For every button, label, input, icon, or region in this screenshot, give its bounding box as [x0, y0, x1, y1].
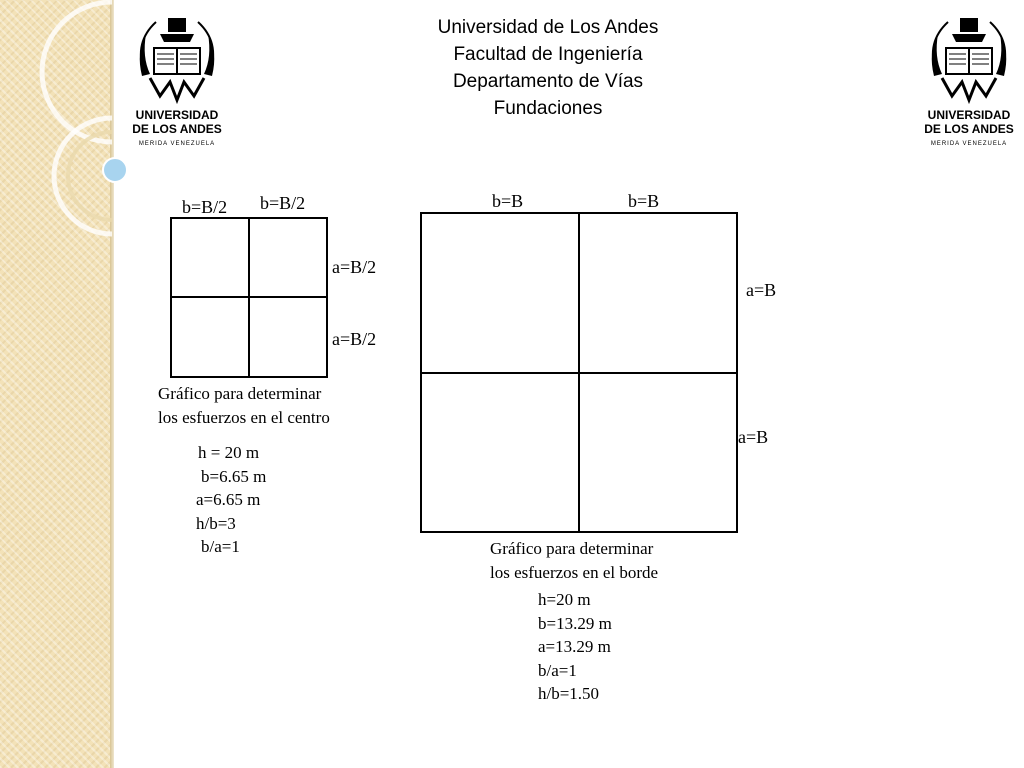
- edge-grid: [420, 212, 738, 533]
- edge-params: [538, 588, 612, 706]
- center-grid: [170, 217, 328, 378]
- center-param-b: b=6.65 m: [201, 466, 267, 486]
- edge-param-hb: h/b=1.50: [538, 684, 600, 703]
- center-side-label-bottom: a=B/2: [332, 329, 377, 349]
- edge-top-label-left: b=B: [492, 191, 524, 211]
- header-university: Universidad de Los Andes: [437, 17, 659, 38]
- center-param-hb: h/b=3: [196, 513, 236, 533]
- edge-top-label-right: b=B: [628, 191, 660, 211]
- university-logo-right: [922, 12, 1016, 150]
- edge-caption: [490, 537, 658, 584]
- center-params: [196, 441, 266, 559]
- center-top-label-left: b=B/2: [182, 197, 228, 217]
- edge-caption-line1: Gráfico para determinar: [490, 539, 654, 558]
- edge-param-h: h=20 m: [538, 590, 591, 609]
- decorative-rings: [0, 0, 140, 260]
- logo-name-line2: DE LOS ANDES: [132, 122, 222, 136]
- edge-side-label-bottom: a=B: [738, 427, 769, 447]
- logo-name-line2: DE LOS ANDES: [924, 122, 1014, 136]
- edge-side-label-top: a=B: [746, 280, 777, 300]
- slide-header: [348, 14, 748, 122]
- center-side-label-top: a=B/2: [332, 257, 377, 277]
- edge-param-b: b=13.29 m: [538, 613, 612, 633]
- header-department: Departamento de Vías: [452, 71, 644, 92]
- accent-dot: [103, 158, 127, 182]
- logo-name-line1: UNIVERSIDAD: [135, 108, 219, 122]
- center-param-h: h = 20 m: [198, 443, 260, 462]
- logo-city: MERIDA VENEZUELA: [930, 141, 1008, 147]
- edge-caption-line2: los esfuerzos en el borde: [490, 562, 659, 582]
- center-param-ba: b/a=1: [201, 537, 240, 556]
- header-course: Fundaciones: [493, 98, 603, 119]
- logo-name-line1: UNIVERSIDAD: [927, 108, 1011, 122]
- header-faculty: Facultad de Ingeniería: [453, 44, 643, 65]
- logo-city: MERIDA VENEZUELA: [138, 141, 216, 147]
- center-caption-line2: los esfuerzos en el centro: [158, 407, 330, 427]
- edge-param-ba: b/a=1: [538, 660, 577, 680]
- center-param-a: a=6.65 m: [196, 490, 261, 509]
- center-caption-line1: Gráfico para determinar: [158, 384, 322, 403]
- center-top-label-right: b=B/2: [260, 193, 306, 213]
- university-logo-left: [130, 12, 224, 150]
- center-caption: [158, 382, 330, 429]
- edge-param-a: a=13.29 m: [538, 637, 611, 656]
